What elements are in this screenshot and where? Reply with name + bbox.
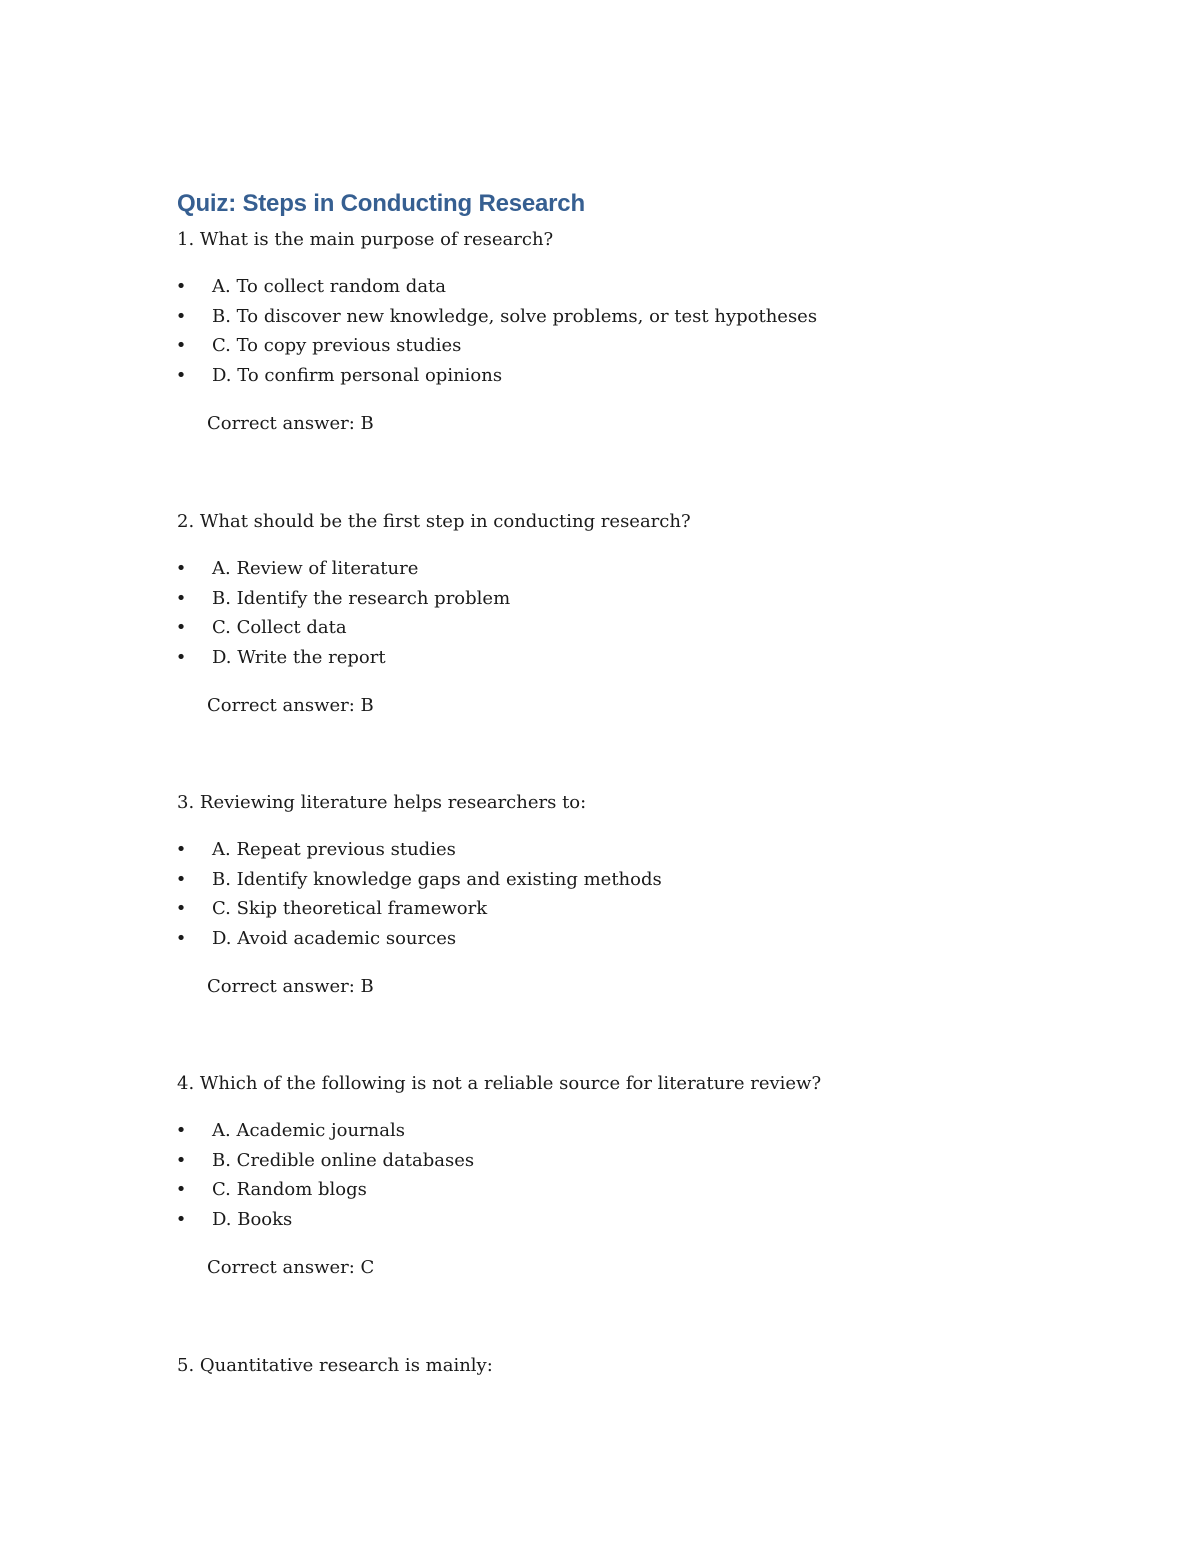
bullet-icon: •	[175, 1179, 187, 1200]
options-list	[177, 276, 1077, 394]
option-d: • D. To confirm personal opinions	[175, 364, 503, 386]
correct-answer: Correct answer: B	[207, 695, 374, 716]
option-d: • D. Avoid academic sources	[175, 927, 457, 949]
correct-answer: Correct answer: B	[207, 976, 374, 997]
options-list	[177, 1120, 1077, 1238]
correct-answer: Correct answer: B	[207, 413, 374, 434]
option-b: • B. Identify the research problem	[175, 587, 511, 609]
bullet-icon: •	[175, 927, 187, 949]
bullet-icon: •	[175, 617, 187, 638]
quiz-title: Quiz: Steps in Conducting Research	[177, 190, 585, 217]
question-4	[177, 1073, 1077, 1279]
option-b: • B. Credible online databases	[175, 1149, 475, 1171]
bullet-icon: •	[175, 868, 187, 890]
option-c: • C. To copy previous studies	[175, 335, 462, 356]
question-text: 2. What should be the first step in conducting research?	[177, 511, 691, 532]
question-1	[177, 229, 1077, 435]
bullet-icon: •	[175, 898, 187, 919]
correct-answer: Correct answer: C	[207, 1257, 375, 1278]
option-b: • B. To discover new knowledge, solve problems, or test hypotheses	[175, 305, 818, 327]
bullet-icon: •	[175, 276, 187, 297]
bullet-icon: •	[175, 646, 187, 668]
option-c: • C. Collect data	[175, 617, 347, 638]
options-list	[177, 839, 1077, 957]
option-b: • B. Identify knowledge gaps and existing methods	[175, 868, 662, 890]
bullet-icon: •	[175, 1208, 187, 1230]
bullet-icon: •	[175, 364, 187, 386]
question-2	[177, 511, 1077, 717]
bullet-icon: •	[175, 1149, 187, 1171]
bullet-icon: •	[175, 1120, 187, 1141]
option-d: • D. Books	[175, 1208, 293, 1230]
option-a: • A. Repeat previous studies	[175, 839, 456, 860]
option-a: • A. To collect random data	[175, 276, 447, 297]
bullet-icon: •	[175, 305, 187, 327]
option-a: • A. Academic journals	[175, 1120, 405, 1141]
option-d: • D. Write the report	[175, 646, 386, 668]
bullet-icon: •	[175, 839, 187, 860]
question-3	[177, 792, 1077, 998]
question-text: 5. Quantitative research is mainly:	[177, 1355, 493, 1376]
bullet-icon: •	[175, 335, 187, 356]
bullet-icon: •	[175, 558, 187, 579]
options-list	[177, 558, 1077, 676]
question-text: 3. Reviewing literature helps researchers to:	[177, 792, 587, 813]
option-c: • C. Random blogs	[175, 1179, 367, 1200]
question-text: 4. Which of the following is not a reliable source for literature review?	[177, 1073, 822, 1094]
option-c: • C. Skip theoretical framework	[175, 898, 488, 919]
question-text: 1. What is the main purpose of research?	[177, 229, 554, 250]
option-a: • A. Review of literature	[175, 558, 419, 579]
question-5	[177, 1355, 1077, 1377]
bullet-icon: •	[175, 587, 187, 609]
